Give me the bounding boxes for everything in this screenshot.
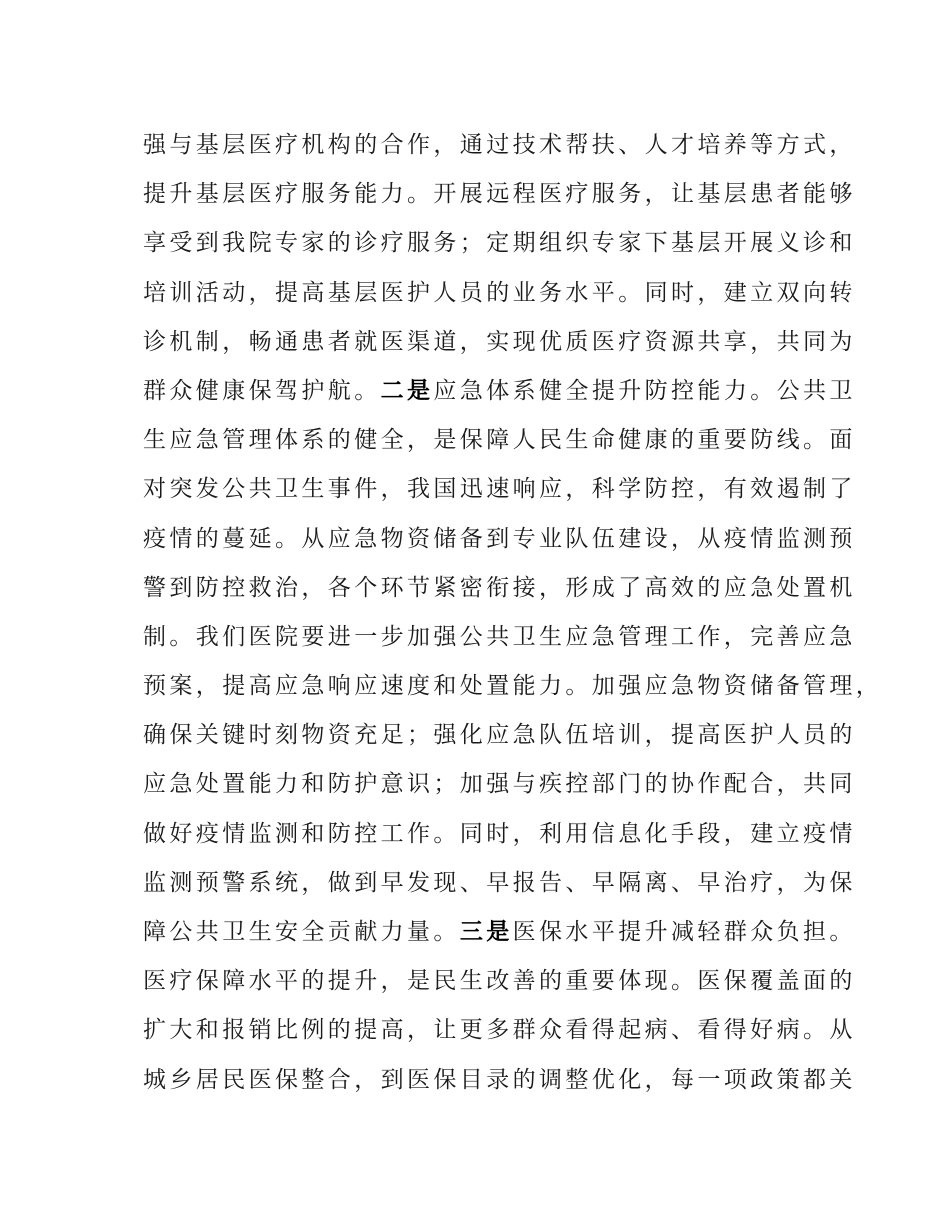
text-segment: 群众健康保驾护航。: [143, 377, 381, 404]
text-segment: 对突发公共卫生事件，我国迅速响应，科学防控，有效遏制了: [143, 476, 856, 503]
text-segment: 医保水平提升减轻群众负担。: [512, 919, 856, 945]
text-line: [143, 515, 856, 564]
bold-lead-phrase: 三是: [459, 919, 513, 945]
text-segment: 强与基层医疗机构的合作，通过技术帮扶、人才培养等方式，: [143, 132, 856, 158]
text-line: [143, 711, 856, 760]
text-line: [143, 1056, 856, 1105]
text-segment: 提升基层医疗服务能力。开展远程医疗服务，让基层患者能够: [143, 181, 856, 208]
text-segment: 培训活动，提高基层医护人员的业务水平。同时，建立双向转: [143, 279, 856, 306]
text-segment: 疫情的蔓延。从应急物资储备到专业队伍建设，从疫情监测预: [143, 525, 856, 552]
text-line: [143, 416, 856, 465]
text-line: [143, 170, 856, 219]
text-line: [143, 564, 856, 613]
text-line: [143, 465, 856, 514]
text-line: [143, 121, 856, 170]
text-segment: 障公共卫生安全贡献力量。: [143, 919, 460, 945]
text-segment: 城乡居民医保整合，到医保目录的调整优化，每一项政策都关: [143, 1066, 856, 1093]
text-segment: 应急体系健全提升防控能力。公共卫: [433, 377, 856, 404]
text-segment: 医疗保障水平的提升，是民生改善的重要体现。医保覆盖面的: [143, 968, 856, 995]
text-segment: 预案，提高应急响应速度和处置能力。加强应急物资储备管理，: [143, 673, 883, 700]
text-segment: 诊机制，畅通患者就医渠道，实现优质医疗资源共享，共同为: [143, 328, 856, 355]
text-segment: 享受到我院专家的诊疗服务；定期组织专家下基层开展义诊和: [143, 230, 856, 257]
text-segment: 生应急管理体系的健全，是保障人民生命健康的重要防线。面: [143, 427, 856, 454]
text-segment: 确保关键时刻物资充足；强化应急队伍培训，提高医护人员的: [143, 722, 856, 749]
text-line: [143, 859, 856, 908]
text-line: [143, 662, 883, 711]
text-segment: 做好疫情监测和防控工作。同时，利用信息化手段，建立疫情: [143, 820, 856, 847]
text-segment: 制。我们医院要进一步加强公共卫生应急管理工作，完善应急: [143, 623, 856, 650]
text-line: [143, 957, 856, 1006]
body-text: [143, 121, 883, 1105]
text-line: [143, 269, 856, 318]
text-segment: 扩大和报销比例的提高，让更多群众看得起病、看得好病。从: [143, 1017, 856, 1044]
bold-lead-phrase: 二是: [380, 377, 434, 404]
text-segment: 警到防控救治，各个环节紧密衔接，形成了高效的应急处置机: [143, 574, 856, 601]
text-line: [143, 1006, 856, 1055]
text-line: [143, 908, 856, 957]
text-line: [143, 318, 856, 367]
text-line: [143, 613, 856, 662]
text-segment: 监测预警系统，做到早发现、早报告、早隔离、早治疗，为保: [143, 869, 856, 896]
text-line: [143, 760, 856, 809]
text-line: [143, 367, 856, 416]
text-segment: 应急处置能力和防护意识；加强与疾控部门的协作配合，共同: [143, 771, 856, 798]
text-line: [143, 810, 856, 859]
text-line: [143, 219, 856, 268]
